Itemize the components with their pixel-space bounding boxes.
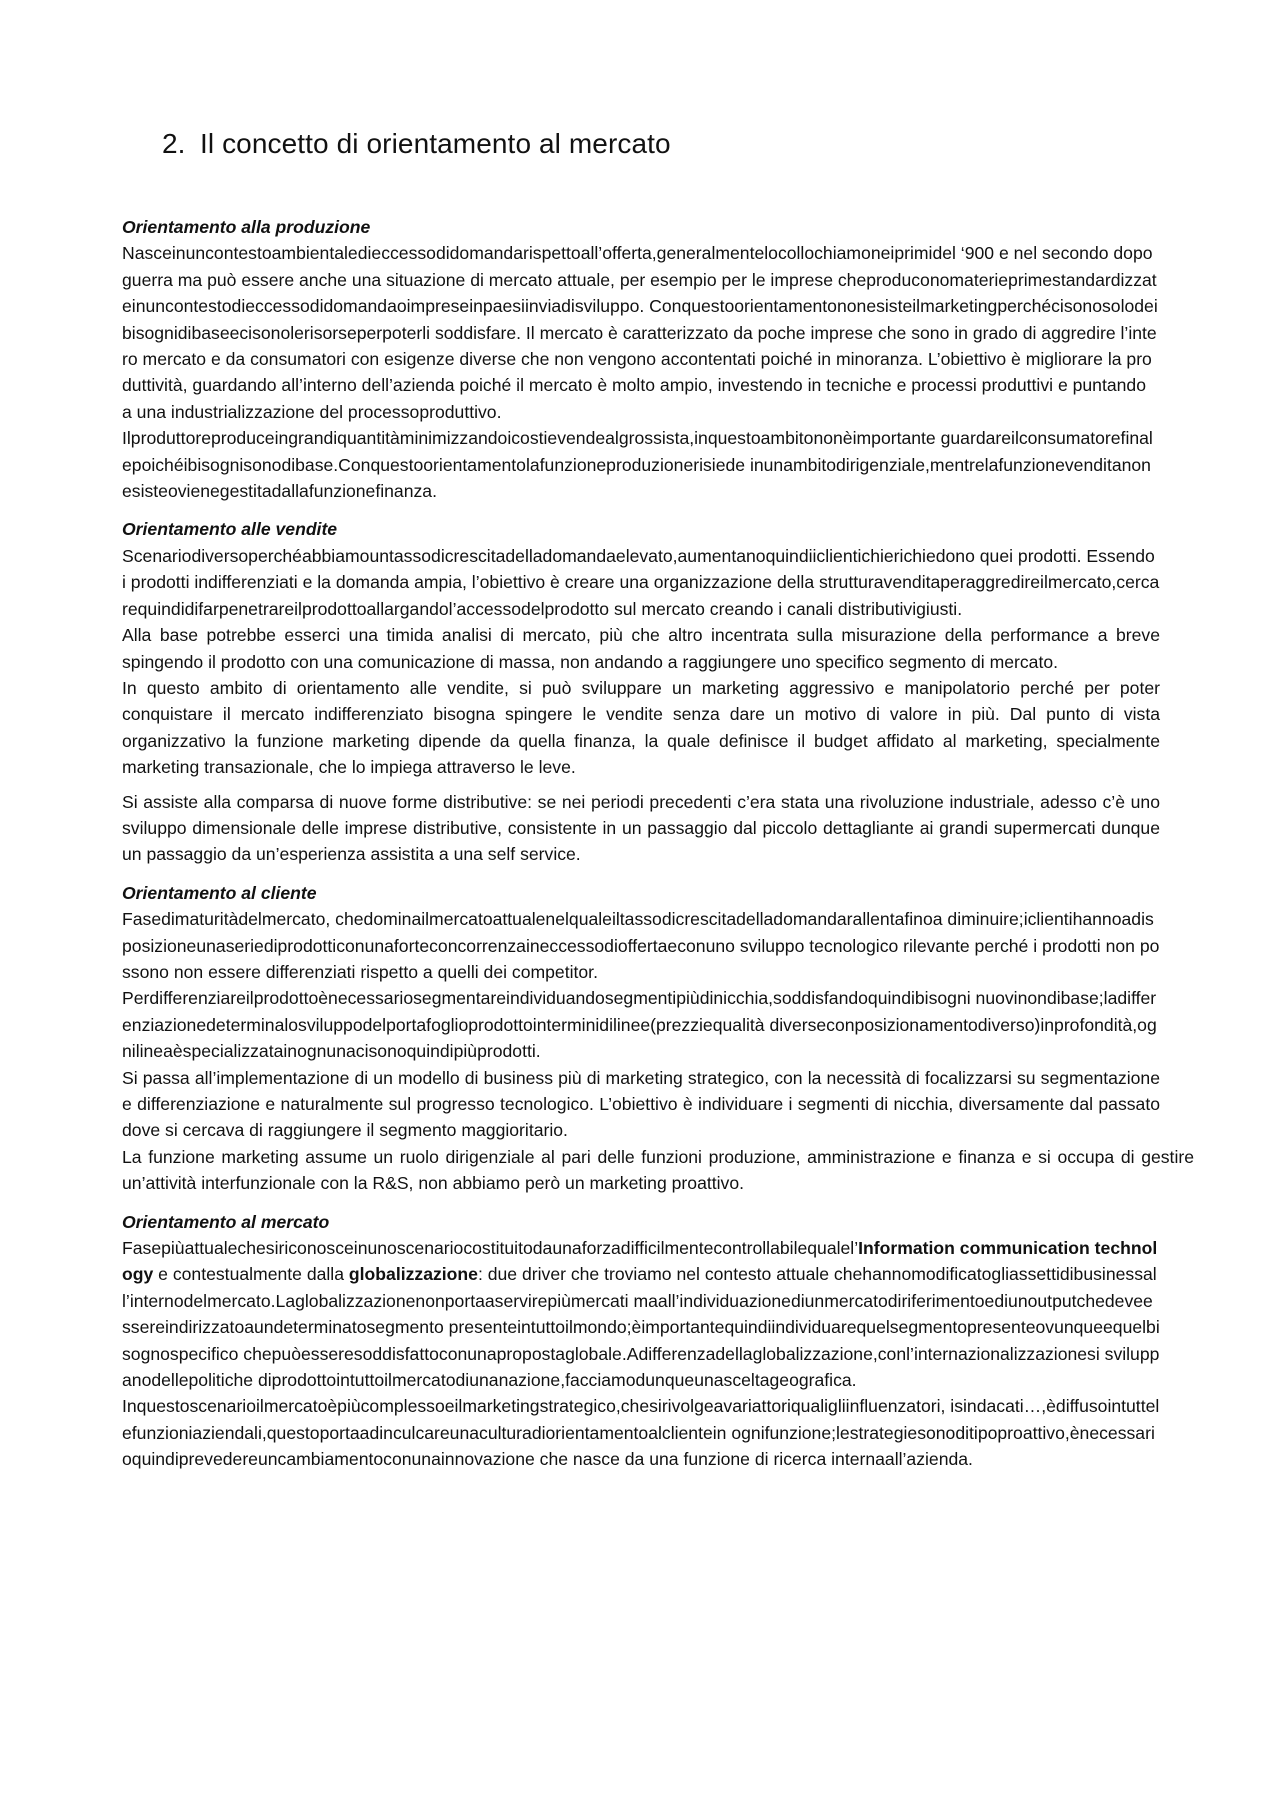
section-heading (162, 128, 671, 160)
heading-title: Il concetto di orientamento al mercato (200, 128, 671, 159)
paragraph: Nasceinuncontestoambientaledieccessodidomandarispettoall’offerta,generalmentelocollochiamoneiprimidel ‘900 e nel secondo dopoguerra ma può essere anche una situazione di mercato attuale, per esempio per le imprese cheproduconomaterieprimestandardizzateinuncontestodieccessodidomandaoimpreseinpaesiinviadisviluppo. Conquestoorientamentononesisteilmarketingperchécisonosolodeibisognidibaseecisonolerisorseperpoterli soddisfare. Il mercato è caratterizzato da poche imprese che sono in grado di aggredire l’intero mercato e da consumatori con esigenze diverse che non vengono accontentati poiché in minoranza. L’obiettivo è migliorare la produttività, guardando all’interno dell’azienda poiché il mercato è molto ampio, investendo in tecniche e processi produttivi e puntando a una industrializzazione del processoproduttivo. (122, 243, 1158, 422)
paragraph: Perdifferenziareilprodottoènecessariosegmentareindividuandosegmentipiùdinicchia,soddisfandoquindibisogni nuovinondibase;ladifferenziazionedeterminalosviluppodelportafoglioprodottointerminidilinee(prezziequalità diverseconposizionamentodiverso)inprofondità,ognilineaèspecializzatainognunacisonoquindipiùprodotti. (122, 988, 1157, 1062)
bold-term-globalization: globalizzazione (348, 1264, 478, 1285)
section-market (122, 1209, 1160, 1473)
paragraph: La funzione marketing assume un ruolo dirigenziale al pari delle funzioni produzione, amministrazione e finanza e si occupa di gestire un’attività interfunzionale con la R&S, non abbiamo però un marketing proattivo. (122, 1146, 1194, 1194)
section-title: Orientamento alle vendite (122, 519, 338, 540)
paragraph: Alla base potrebbe esserci una timida analisi di mercato, più che altro incentrata sulla misurazione della performance a breve spingendo il prodotto con una comunicazione di massa, non andando a raggiungere uno specifico segmento di mercato. (122, 625, 1160, 672)
section-title: Orientamento al mercato (122, 1211, 330, 1232)
section-production (122, 214, 1160, 504)
document-body (122, 214, 1194, 1485)
paragraph: Scenariodiversoperchéabbiamountassodicrescitadelladomandaelevato,aumentanoquindiiclientichierichiedono quei prodotti. Essendo i prodotti indifferenziati e la domanda ampia, l’obiettivo è creare una organizzazione della strutturavenditaperaggredireilmercato,cercarequindidifarpenetrareilprodottoallargandol’accessodelprodotto sul mercato creando i canali distributivigiusti. (122, 545, 1160, 619)
bold-term-ict: Information communication technology (122, 1238, 1158, 1285)
paragraph (122, 1235, 1160, 1393)
section-title: Orientamento al cliente (122, 882, 317, 903)
text-run: Fasepiùattualechesiriconosceinunoscenariocostituitodaunaforzadifficilmentecontrollabilequalel’ (122, 1238, 859, 1259)
paragraph: Ilproduttoreproduceingrandiquantitàminimizzandoicostievendealgrossista,inquestoambitononèimportante guardareilconsumatorefinalepoichéibisognisonodibase.Conquestoorientamentolafunzioneproduzionerisiede inunambitodirigenziale,mentrelafunzionevenditanonesisteovienegestitadallafunzionefinanza. (122, 428, 1153, 502)
paragraph: Inquestoscenarioilmercatoèpiùcomplessoeilmarketingstrategico,chesirivolgeavariattoriqualigliinfluenzatori, isindacati…,èdiffusointuttelefunzioniaziendali,questoportaadinculcareunaculturadiorientamentoalclientein ognifunzione;lestrategiesonoditipoproattivo,ènecessarioquindiprevedereuncambiamentoconunainnovazione che nasce da una funzione di ricerca internaall’azienda. (122, 1396, 1160, 1470)
heading-number: 2. (162, 128, 186, 159)
section-sales (122, 516, 1160, 867)
paragraph: Si passa all’implementazione di un modello di business più di marketing strategico, con la necessità di focalizzarsi su segmentazione e differenziazione e naturalmente sul progresso tecnologico. L’obiettivo è individuare i segmenti di nicchia, diversamente dal passato dove si cercava di raggiungere il segmento maggioritario. (122, 1067, 1160, 1141)
text-run: e contestualmente dalla (153, 1264, 349, 1285)
paragraph: Fasedimaturitàdelmercato, chedominailmercatoattualenelqualeiltassodicrescitadelladomandarallentafinoa diminuire;iclientihannoadisposizioneunaseriediprodotticonunaforteconcorrenzaineccessodioffertaeconuno sviluppo tecnologico rilevante perché i prodotti non possono non essere differenziati rispetto a quelli dei competitor. (122, 909, 1160, 982)
paragraph: Si assiste alla comparsa di nuove forme distributive: se nei periodi precedenti c’era stata una rivoluzione industriale, adesso c’è uno sviluppo dimensionale delle imprese distributive, consistente in un passaggio dal piccolo dettagliante ai grandi supermercati dunque un passaggio da un’esperienza assistita a una self service. (122, 791, 1160, 865)
section-title: Orientamento alla produzione (122, 217, 371, 237)
text-run: : due driver che troviamo nel contesto attuale chehannomodificatogliassettidibusinessall’internodelmercato.Laglobalizzazionenonportaaservirepiùmercati maall’individuazionediunmercatodiriferimentoediunoutputchedeveessereindirizzatoaundeterminatosegmento presenteintuttoilmondo;èimportantequindiindividuarequelsegmentopresenteovunqueequelbisognospecifico chepuòesseresoddisfattoconunapropostaglobale.Adifferenzadellaglobalizzazione,conl’internazionalizzazionesi sviluppanodellepolitiche diprodottointuttoilmercatodiunanazione,facciamodunqueunasceltageografica. (122, 1264, 1160, 1391)
section-customer (122, 880, 1194, 1197)
paragraph: In questo ambito di orientamento alle vendite, si può sviluppare un marketing aggressivo e manipolatorio perché per poter conquistare il mercato indifferenziato bisogna spingere le vendite senza dare un motivo di valore in più. Dal punto di vista organizzativo la funzione marketing dipende da quella finanza, la quale definisce il budget affidato al marketing, specialmente marketing transazionale, che lo impiega attraverso le leve. (122, 677, 1160, 778)
